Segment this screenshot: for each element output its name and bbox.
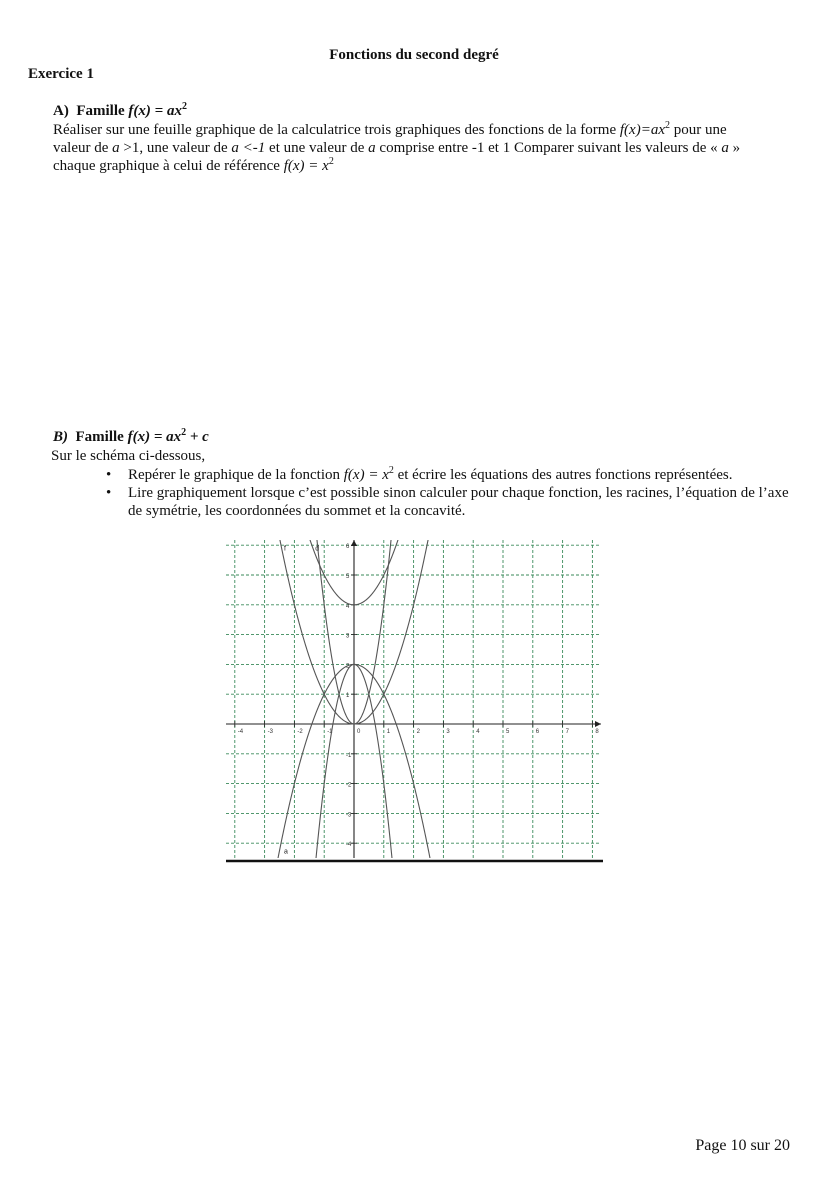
x-tick-label: -2 [297,729,303,735]
section-b-label: B) [53,429,68,445]
section-a-heading-exp: 2 [181,101,187,112]
line1-text: Réaliser sur une feuille graphique de la calculatrice trois graphiques des fonctions de la forme [53,122,620,138]
line2-a: valeur de [53,140,113,156]
section-a-line-1 [53,121,793,139]
x-tick-label: -3 [267,729,273,735]
bullet-1-text: Repérer le graphique de la fonction [128,467,344,483]
x-tick-label: 6 [535,729,540,735]
x-tick-label: 1 [386,729,391,735]
bullet-1-func: f(x) = x [343,467,389,483]
bullet-1 [104,466,804,484]
bullet-2-text: Lire graphiquement lorsque c’est possible sinon calculer pour chaque fonction, les racines, l’équation de l’axe de symétrie, les coordonnées du sommet et la concavité. [128,485,789,519]
x-axis-arrow [595,721,601,727]
line1-post: pour une [669,122,727,138]
section-a-paragraph [53,121,793,175]
y-tick-label: 3 [346,633,350,640]
bullet-1-post: et écrire les équations des autres fonctions représentées. [393,467,733,483]
section-b-heading [53,429,209,446]
y-tick-label: 1 [346,693,350,700]
section-b-heading-func: f(x) = ax [127,429,182,445]
x-tick-label: 3 [446,729,450,735]
section-a-heading-text: Famille [76,103,129,119]
y-tick-label: 5 [346,574,350,580]
x-tick-label: 5 [506,729,510,735]
bullet-1-exp: 2 [388,465,394,476]
bullet-2 [104,484,804,520]
line2-d: comprise entre -1 et 1 Comparer suivant les valeurs de « [375,140,722,156]
curve-label: a [283,848,288,856]
section-b-heading-exp: 2 [181,427,187,438]
y-tick-label: -2 [346,782,352,789]
section-a-line-3 [53,157,793,175]
x-tick-label: 8 [595,729,599,735]
section-a-heading [53,103,187,120]
section-b-intro: Sur le schéma ci-dessous, [51,448,206,464]
line3-exp: 2 [328,156,334,167]
x-tick-label: 0 [357,729,361,735]
exercise-heading: Exercice 1 [28,66,94,82]
section-b-heading-post: + c [186,429,209,445]
x-tick-label: 7 [565,729,569,735]
section-b-heading-text: Famille [75,429,128,445]
x-tick-label: -1 [327,729,333,735]
section-a-label: A) [53,103,69,119]
x-tick-label: -4 [237,729,244,735]
y-tick-label: -4 [346,842,352,849]
section-a-heading-func: f(x) = ax [128,103,182,119]
section-b-bullets [104,466,804,520]
function-graph [220,532,610,868]
page-title: Fonctions du second degré [329,47,499,63]
line3-func: f(x) = x [283,158,329,174]
section-a-line-2 [53,139,793,157]
line2-e: » [728,140,741,156]
y-tick-label: -3 [346,812,352,819]
y-tick-label: 6 [346,544,350,551]
line2-var2: a <-1 [231,140,266,156]
x-tick-label: 2 [416,729,420,735]
line1-func: f(x)=ax [619,122,665,138]
line1-exp: 2 [664,120,670,131]
x-tick-label: 4 [476,729,480,735]
curve-label: d [315,545,320,553]
line2-b: >1, une valeur de [119,140,232,156]
y-tick-label: 4 [346,603,350,610]
y-tick-label: 2 [346,663,350,670]
line3-text: chaque graphique à celui de référence [53,158,284,174]
page-number: Page 10 sur 20 [695,1137,790,1154]
line2-var4: a [721,140,729,156]
line2-var1: a [112,140,120,156]
line2-c: et une valeur de [265,140,369,156]
y-tick-label: -1 [346,752,352,759]
curve-label: f [283,545,286,553]
line2-var3: a [368,140,376,156]
